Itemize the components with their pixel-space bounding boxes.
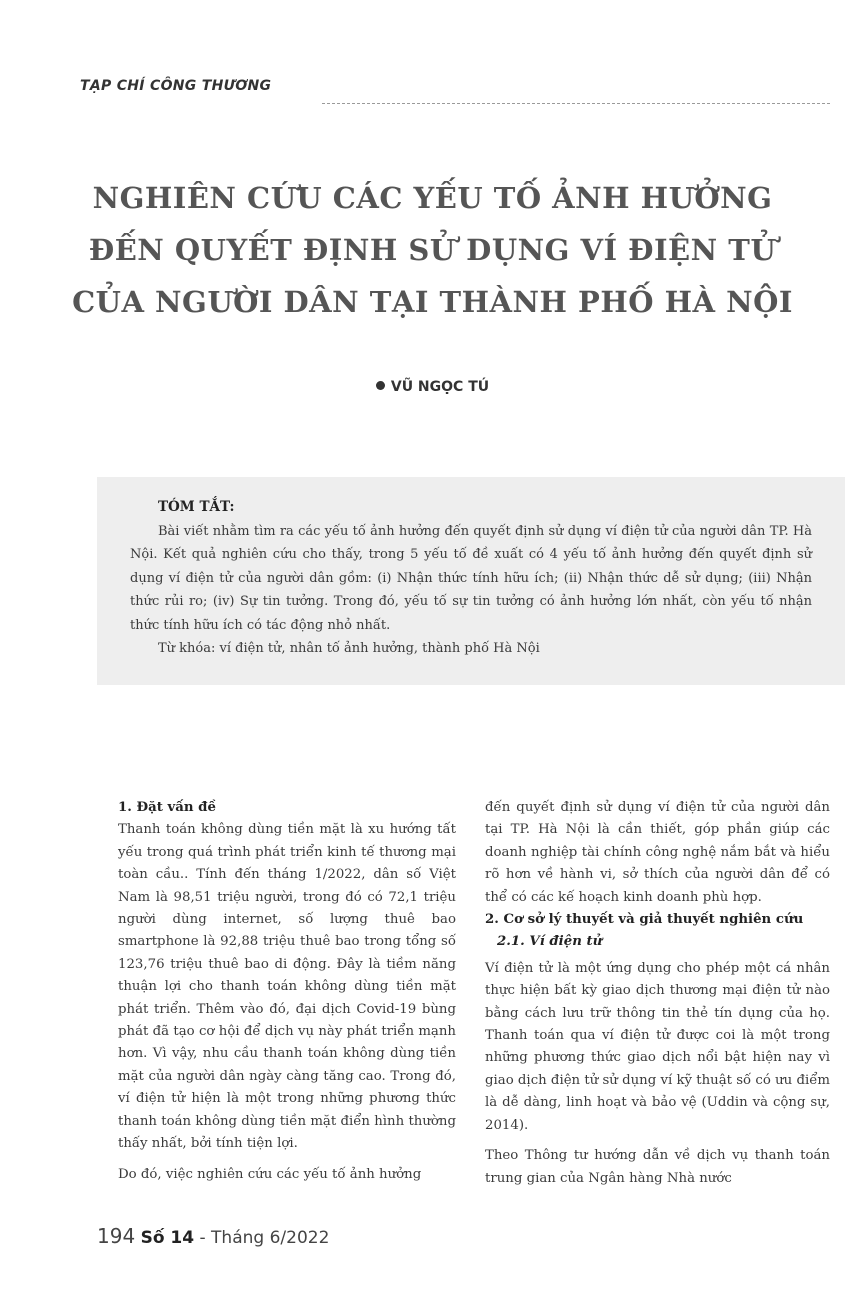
page-footer	[97, 1224, 329, 1248]
section-1-heading: 1. Đặt vấn đề	[118, 800, 216, 815]
author-name: VŨ NGỌC TÚ	[390, 379, 490, 395]
journal-name: TẠP CHÍ CÔNG THƯƠNG	[80, 78, 272, 94]
left-paragraph-1: Thanh toán không dùng tiền mặt là xu hướng tất yếu trong quá trình phát triển kinh tế thương mại toàn cầu.. Tính đến tháng 1/2022, dân số Việt Nam là 98,51 triệu người, trong đó có 72,1 triệu người dùng internet, số lượng thuê bao smartphone là 92,88 triệu thuê bao trong tổng số 123,76 triệu thuê bao di động. Đây là tiềm năng thuận lợi cho thanh toán không dùng tiền mặt phát triển. Thêm vào đó, đại dịch Covid-19 bùng phát đã tạo cơ hội để dịch vụ này phát triển mạnh hơn. Vì vậy, nhu cầu thanh toán không dùng tiền mặt của người dân ngày càng tăng cao. Trong đó, ví điện tử hiện là một trong những phương thức thanh toán không dùng tiền mặt điển hình thường thấy nhất, bởi tính tiện lợi.	[118, 822, 456, 1152]
title-line-2: ĐẾN QUYẾT ĐỊNH SỬ DỤNG VÍ ĐIỆN TỬ	[88, 233, 777, 267]
abstract-keywords: Từ khóa: ví điện tử, nhân tố ảnh hưởng, thành phố Hà Nội	[158, 641, 540, 657]
abstract-box	[97, 477, 845, 685]
abstract-heading: TÓM TẮT:	[158, 499, 235, 515]
article-title	[40, 172, 825, 328]
title-line-1: NGHIÊN CỨU CÁC YẾU TỐ ẢNH HƯỞNG	[92, 181, 773, 215]
page-number: 194	[97, 1224, 136, 1248]
right-paragraph-2: Ví điện tử là một ứng dụng cho phép một cá nhân thực hiện bất kỳ giao dịch thương mại điện tử nào bằng cách lưu trữ thông tin thẻ tín dụng của họ. Thanh toán qua ví điện tử được coi là một trong những phương thức giao dịch nổi bật hiện nay vì giao dịch điện tử sử dụng ví kỹ thuật số có ưu điểm là dễ dàng, linh hoạt và bảo vệ (Uddin và cộng sự, 2014).	[485, 960, 831, 1133]
right-paragraph-3: Theo Thông tư hướng dẫn về dịch vụ thanh toán trung gian của Ngân hàng Nhà nước	[485, 1148, 830, 1186]
issue-date: - Tháng 6/2022	[199, 1228, 330, 1248]
bullet-icon	[376, 381, 385, 390]
author-line	[0, 379, 865, 395]
issue-number: Số 14	[140, 1228, 195, 1248]
section-2-heading: 2. Cơ sở lý thuyết và giả thuyết nghiên cứu	[485, 912, 804, 928]
right-column	[485, 797, 830, 1190]
left-column	[118, 797, 456, 1186]
right-paragraph-1: đến quyết định sử dụng ví điện tử của người dân tại TP. Hà Nội là cần thiết, góp phần giúp các doanh nghiệp tài chính công nghệ nắm bắt và hiểu rõ hơn về hành vi, sở thích của người dân để có thể có các kế hoạch kinh doanh phù hợp.	[485, 800, 830, 905]
abstract-body: Bài viết nhằm tìm ra các yếu tố ảnh hưởng đến quyết định sử dụng ví điện tử của người dân TP. Hà Nội. Kết quả nghiên cứu cho thấy, trong 5 yếu tố đề xuất có 4 yếu tố ảnh hưởng đến quyết định sử dụng ví điện tử của người dân gồm: (i) Nhận thức tính hữu ích; (ii) Nhận thức dễ sử dụng; (iii) Nhận thức rủi ro; (iv) Sự tin tưởng. Trong đó, yếu tố sự tin tưởng có ảnh hưởng lớn nhất, còn yếu tố nhận thức tính hữu ích có tác động nhỏ nhất.	[130, 524, 812, 633]
header-rule	[322, 103, 830, 104]
title-line-3: CỦA NGƯỜI DÂN TẠI THÀNH PHỐ HÀ NỘI	[72, 285, 793, 319]
subsection-2-1-heading: 2.1. Ví điện tử	[497, 934, 603, 950]
abstract-text	[130, 520, 812, 660]
left-paragraph-2: Do đó, việc nghiên cứu các yếu tố ảnh hưởng	[118, 1166, 422, 1182]
